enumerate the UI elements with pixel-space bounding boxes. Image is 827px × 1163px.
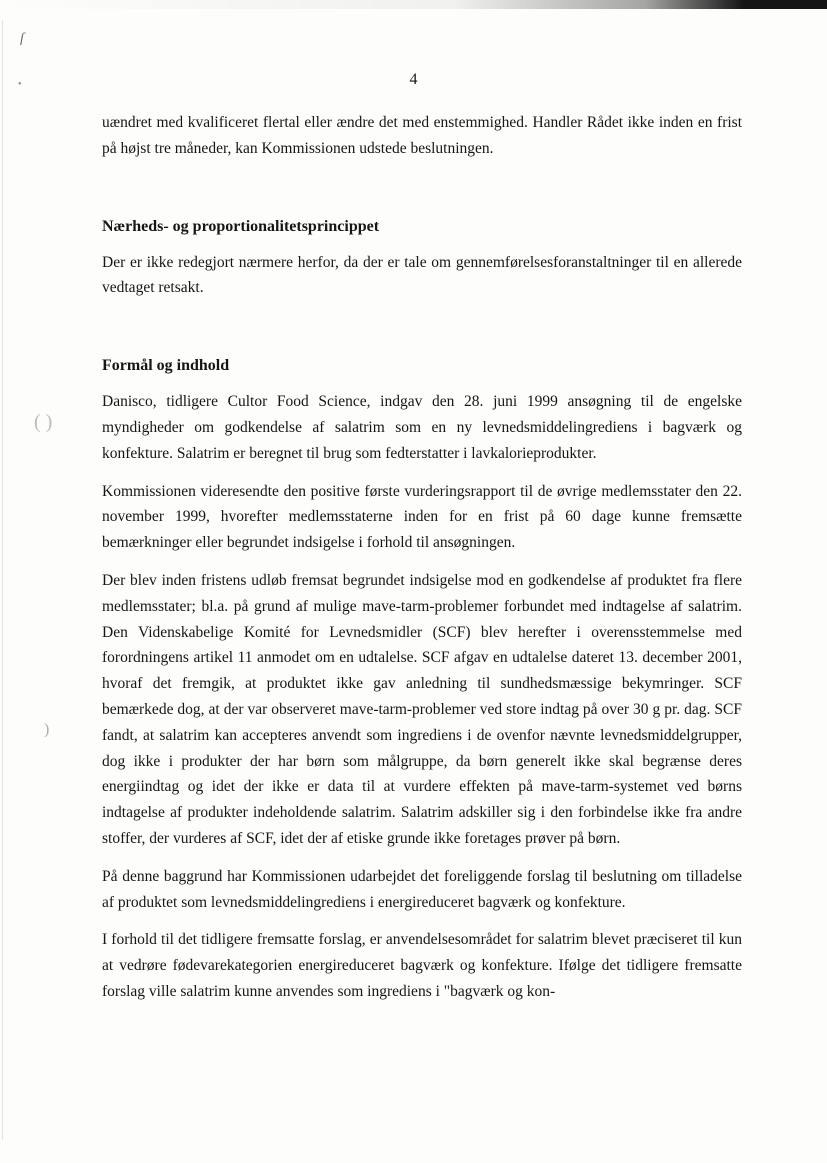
margin-mark-top: ſ [20, 31, 24, 46]
document-body [102, 110, 742, 1005]
paragraph-scope: I forhold til det tidligere fremsatte forslag, er anvendelsesområdet for salatrim blevet præciseret til kun at vedrøre fødevarekategorien energireduceret bagværk og konfekture. Ifølge det tidligere fremsatte forslag ville salatrim kunne anvendes som ingrediens i "bagværk og kon- [102, 931, 742, 1000]
paragraph-objection: Der blev inden fristens udløb fremsat begrundet indsigelse mod en godkendelse af produktet fra flere medlemsstater; bl.a. på grund af mulige mave-tarm-problemer forbundet med indtagelse af salatrim. Den Videnskabelige Komité for Levnedsmidler (SCF) blev herefter i overensstemmelse med forordningens artikel 11 anmodet om en udtalelse. SCF afgav en udtalelse dateret 13. december 2001, hvoraf det fremgik, at produktet ikke gav anledning til sundhedsmæssige bekymringer. SCF bemærkede dog, at der var observeret mave-tarm-problemer ved store indtag på over 30 g pr. dag. SCF fandt, at salatrim kan accepteres anvendt som ingrediens i de ovenfor nævnte levnedsmiddelgrupper, dog ikke i produkter der har børn som målgruppe, da børn generelt ikke skal begrænse deres energiindtag og idet der ikke er data til at vurdere effekten på mave-tarm-systemet ved børns indtagelse af produkter indeholdende salatrim. Salatrim adskiller sig i den forbindelse ikke fra andre stoffer, der vurderes af SCF, idet der af etiske grunde ikke foretages prøver på børn. [102, 571, 742, 847]
heading-purpose: Formål og indhold [102, 357, 230, 375]
scan-left-edge [2, 20, 3, 1140]
paragraph-proposal: På denne baggrund har Kommissionen udarbejdet det foreliggende forslag til beslutning om tilladelse af produktet som levnedsmiddelingrediens i energireduceret bagværk og konfekture. [102, 867, 742, 911]
paragraph-subsidiarity: Der er ikke redegjort nærmere herfor, da der er tale om gennemførelsesforanstaltninger til en allerede vedtaget retsakt. [102, 253, 742, 297]
heading-subsidiarity: Nærheds- og proportionalitetsprincippet [102, 217, 380, 235]
paragraph-forwarding: Kommissionen videresendte den positive første vurderingsrapport til de øvrige medlemsstater den 22. november 1999, hvorefter medlemsstaterne inden for en frist på 60 dage kunne fremsætte bemærkninger eller begrundet indsigelse i forhold til ansøgningen. [102, 482, 742, 552]
paragraph-continuation: uændret med kvalificeret flertal eller ændre det med enstemmighed. Handler Rådet ikke inden en frist på højst tre måneder, kan Kommissionen udstede beslutningen. [102, 114, 742, 157]
page-number: 4 [409, 71, 418, 88]
scan-edge-shadow [0, 0, 827, 9]
paragraph-application: Danisco, tidligere Cultor Food Science, indgav den 28. juni 1999 ansøgning til de engelske myndigheder om godkendelse af salatrim som en ny levnedsmiddelingrediens i bagværk og konfekture. Salatrim er beregnet til brug som fedterstatter i lavkalorieprodukter. [102, 393, 742, 462]
margin-mark-bracket: ) [44, 721, 50, 738]
margin-mark-dot: • [18, 79, 22, 90]
punch-hole-mark: ( ) [34, 411, 53, 433]
